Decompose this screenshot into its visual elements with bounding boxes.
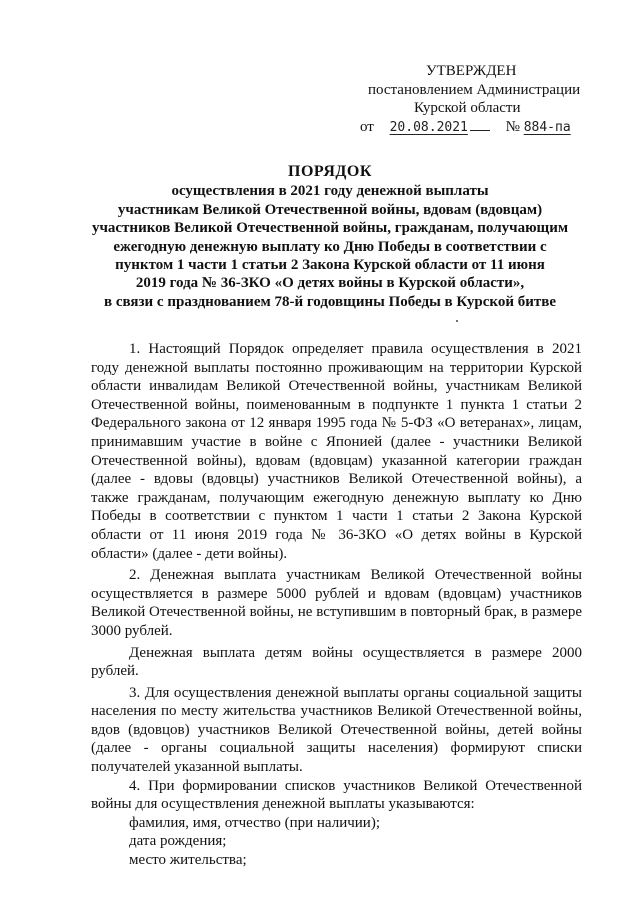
approved-heading: УТВЕРЖДЕН <box>426 63 517 79</box>
list-item: дата рождения; <box>129 833 227 850</box>
approved-by-decree: постановлением Администрации <box>368 81 581 98</box>
approval-stamp-block <box>360 62 605 137</box>
paragraph-1: 1. Настоящий Порядок определяет правила осуществления в 2021 году денежной выплаты постоянно проживающим на территории Курской области инвалидам Великой Отечественной войны, участникам Великой Отечественной войны, поименованным в подпункте 1 пункта 1 статьи 2 Федерального закона от 12 января 1995 года № 5-ФЗ «О ветеранах», лицам, принимавшим участие в войне с Японией (далее - участники Великой Отечественной войны), вдовам (вдовцам) указанной категории граждан (далее - вдовы (вдовцы) участников Великой Отечественной войны), а также гражданам, получающим ежегодную денежную выплату ко Дню Победы в соответствии с пунктом 1 части 1 статьи 2 Закона Курской области от 11 июня 2019 года № 36-ЗКО «О детях войны в Курской области» (далее - дети войны). <box>91 341 582 562</box>
title-line: участникам Великой Отечественной войны, вдовам (вдовцам) <box>117 201 543 218</box>
date-prefix: от <box>360 118 374 135</box>
list-item: место жительства; <box>129 852 247 869</box>
title-line: участников Великой Отечественной войны, гражданам, получающим <box>91 220 569 237</box>
approval-date: 20.08.2021 <box>389 119 468 135</box>
paragraph-3: 3. Для осуществления денежной выплаты органы социальной защиты населения по месту жительства участников Великой Отечественной войны, вдов (вдовцов) участников Великой Отечественной войны, детей войны (далее - органы социальной защиты населения) формируют списки получателей указанной выплаты. <box>91 684 582 776</box>
number-label: № <box>505 118 520 135</box>
title-line: в связи с празднованием 78-й годовщины Победы в Курской битве <box>103 293 557 310</box>
paragraph-4: 4. При формировании списков участников Великой Отечественной войны для осуществления денежной выплаты указываются: <box>91 777 582 813</box>
scan-speck <box>456 320 458 322</box>
title-line: пунктом 1 части 1 статьи 2 Закона Курской области от 11 июня <box>115 257 545 274</box>
document-title: ПОРЯДОК <box>288 163 372 180</box>
document-body <box>91 340 582 870</box>
title-line: осуществления в 2021 году денежной выплаты <box>171 183 489 200</box>
paragraph-2: 2. Денежная выплата участникам Великой Отечественной войны осуществляется в размере 5000 рублей и вдовам (вдовцам) участников Великой Отечественной войны, не вступившим в повторный брак, в размере 3000 рублей. <box>91 567 582 639</box>
list-item: фамилия, имя, отчество (при наличии); <box>129 814 380 831</box>
document-title-block <box>60 163 600 311</box>
title-line: 2019 года № 36-ЗКО «О детях войны в Курской области», <box>135 275 525 292</box>
date-underline <box>470 119 490 131</box>
paragraph-2-children: Денежная выплата детям войны осуществляется в размере 2000 рублей. <box>91 644 582 680</box>
title-line: ежегодную денежную выплату ко Дню Победы в соответствии с <box>113 238 547 255</box>
approved-region: Курской области <box>414 100 521 116</box>
approval-date-row <box>360 118 605 138</box>
decree-number: 884-па <box>523 119 571 135</box>
